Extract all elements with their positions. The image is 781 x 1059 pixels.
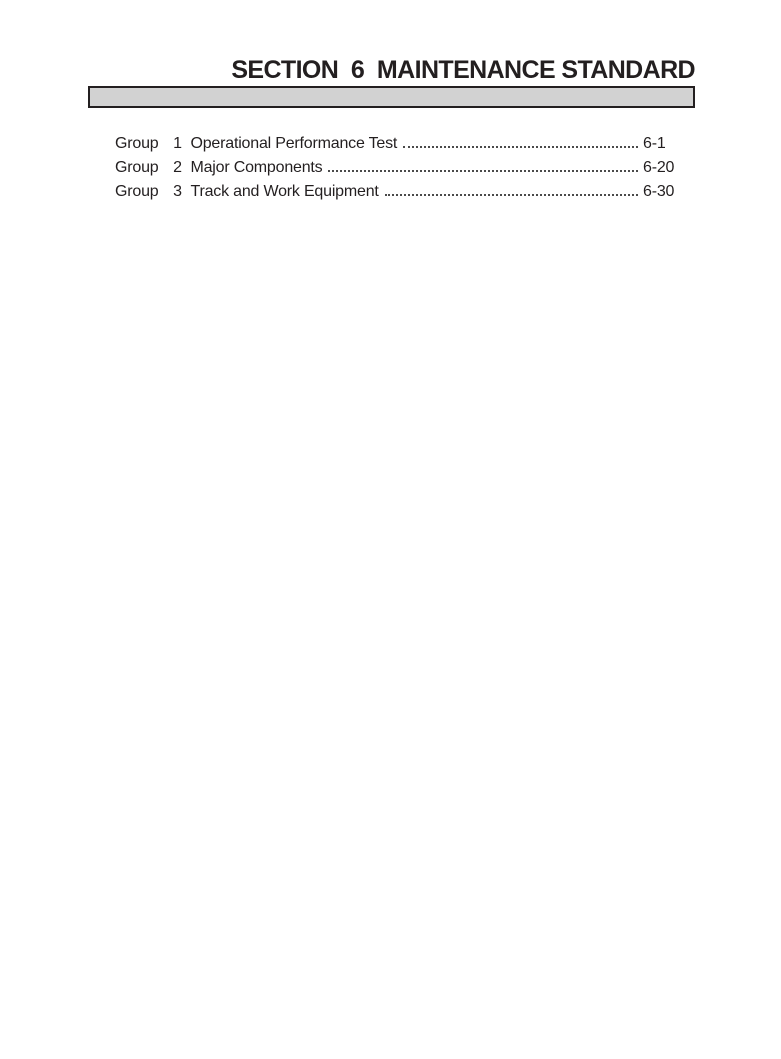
toc-group-label: Group — [115, 159, 159, 176]
toc-entry-title: Operational Performance Test — [190, 135, 398, 152]
toc-row-group-1[interactable] — [115, 132, 677, 156]
toc-group-number: 1 — [173, 135, 182, 152]
toc-page-number: 6-20 — [643, 159, 675, 176]
toc-group-label: Group — [115, 135, 159, 152]
toc-row-group-2[interactable] — [115, 156, 677, 180]
toc-row-group-3[interactable] — [115, 180, 677, 204]
page-title: SECTION 6 MAINTENANCE STANDARD — [231, 56, 695, 84]
table-of-contents — [115, 132, 677, 204]
toc-page-number: 6-30 — [643, 183, 675, 200]
toc-group-number: 2 — [173, 159, 182, 176]
dot-leader — [385, 194, 638, 196]
toc-page-number: 6-1 — [643, 135, 666, 152]
toc-group-number: 3 — [173, 183, 182, 200]
title-underline-bar — [88, 86, 695, 108]
toc-entry-title: Major Components — [190, 159, 323, 176]
toc-group-label: Group — [115, 183, 159, 200]
dot-leader — [403, 146, 638, 148]
dot-leader — [328, 170, 638, 172]
toc-entry-title: Track and Work Equipment — [190, 183, 379, 200]
